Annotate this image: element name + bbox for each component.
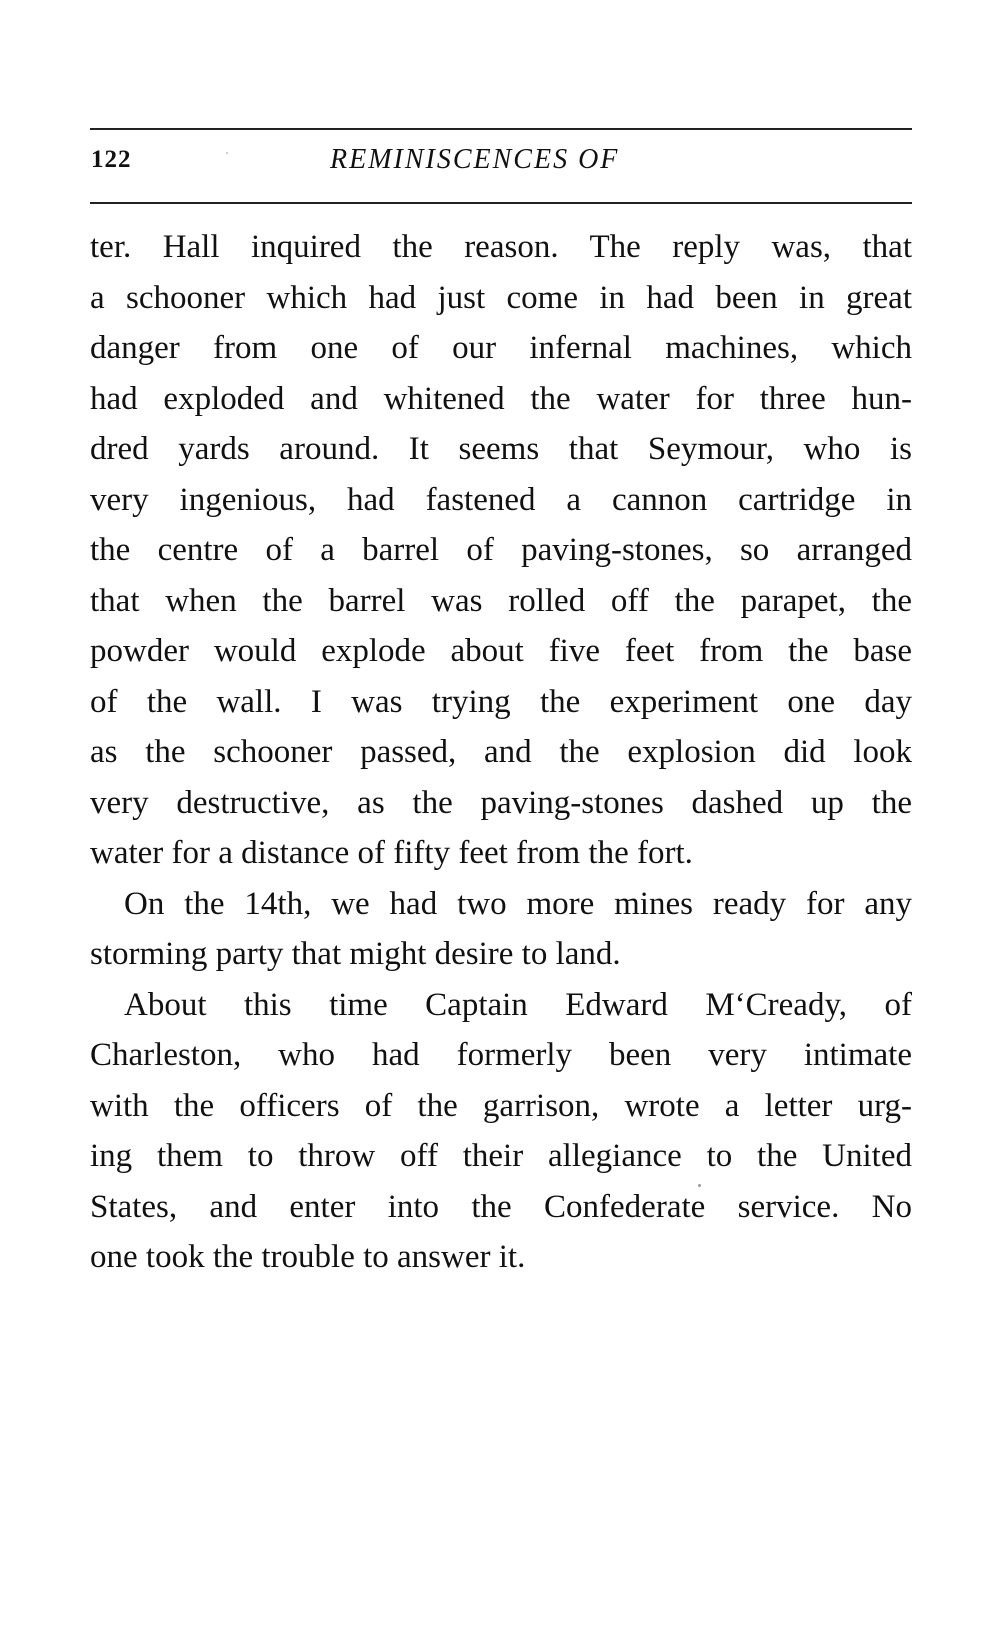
text-line: States, and enter into the Confederate service. No bbox=[90, 1188, 912, 1225]
body-text bbox=[90, 222, 912, 1283]
text-line: very ingenious, had fastened a cannon cartridge in bbox=[90, 481, 912, 518]
header-rule-bottom bbox=[90, 202, 912, 204]
paragraph-3 bbox=[90, 980, 912, 1283]
text-line: one took the trouble to answer it. bbox=[90, 1239, 526, 1275]
running-title: REMINISCENCES OF bbox=[330, 144, 620, 175]
text-line: storming party that might desire to land. bbox=[90, 936, 621, 972]
text-line: Charleston, who had formerly been very intimate bbox=[90, 1037, 912, 1073]
paragraph-2 bbox=[90, 879, 912, 980]
text-line: the centre of a barrel of paving-stones, so arranged bbox=[90, 532, 912, 568]
text-line: that when the barrel was rolled off the parapet, the bbox=[90, 582, 912, 619]
paragraph-1 bbox=[90, 222, 912, 879]
text-line: dred yards around. It seems that Seymour, who is bbox=[90, 431, 912, 467]
text-line: water for a distance of fifty feet from the fort. bbox=[90, 835, 693, 871]
text-line: with the officers of the garrison, wrote a letter urg- bbox=[90, 1087, 912, 1124]
text-line: as the schooner passed, and the explosion did look bbox=[90, 734, 912, 770]
text-line: ing them to throw off their allegiance to the United bbox=[90, 1138, 912, 1174]
text-line: About this time Captain Edward M‘Cready, of bbox=[124, 986, 912, 1023]
text-line: ter. Hall inquired the reason. The reply was, that bbox=[90, 229, 912, 265]
text-line: had exploded and whitened the water for three hun- bbox=[90, 380, 912, 417]
text-line: of the wall. I was trying the experiment one day bbox=[90, 683, 912, 720]
print-speck bbox=[226, 152, 228, 154]
print-speck bbox=[698, 1184, 701, 1187]
text-line: danger from one of our infernal machines, which bbox=[90, 330, 912, 366]
text-line: a schooner which had just come in had been in great bbox=[90, 279, 912, 316]
text-line: On the 14th, we had two more mines ready for any bbox=[124, 885, 912, 922]
page-number: 122 bbox=[91, 146, 132, 173]
text-line: very destructive, as the paving-stones dashed up the bbox=[90, 784, 912, 821]
header-rule-top bbox=[90, 128, 912, 130]
text-line: powder would explode about five feet from the base bbox=[90, 633, 912, 669]
